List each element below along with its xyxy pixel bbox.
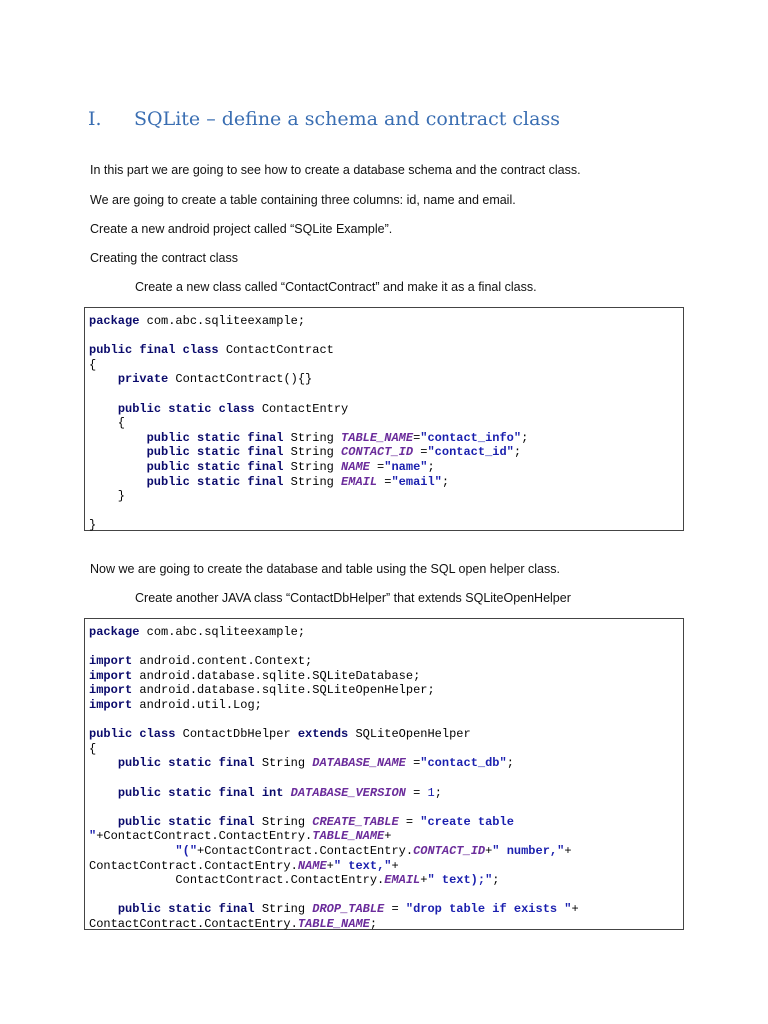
code-token: ; [521,430,529,445]
code-token: String [254,902,313,917]
contract-code-line [89,329,679,344]
code-token: public static final [146,430,284,445]
code-token: public static final [146,474,284,489]
contract-code-line [89,445,679,460]
code-token: = [413,445,428,460]
code-token: android.util.Log; [132,697,262,712]
db-helper-code-line [89,654,679,669]
code-token: = [398,814,421,829]
code-token: CONTACT_ID [413,843,486,858]
code-token [283,786,290,800]
code-token: " text," [333,858,392,873]
code-token [89,372,118,386]
code-token [89,786,118,800]
code-token: String [254,814,313,829]
db-helper-instruction: Create another JAVA class “ContactDbHelper” that extends SQLiteOpenHelper [135,591,571,605]
code-token [89,402,118,416]
code-token: ContactContract.ContactEntry. [89,858,298,873]
code-token: TABLE_NAME [341,430,414,445]
code-token: String [283,474,342,489]
code-token: com.abc.sqliteexample; [139,314,306,328]
code-token: + [391,858,399,873]
db-helper-code-line [89,771,679,786]
code-token: String [254,756,313,771]
code-token: { [89,357,97,372]
code-token: "contact_db" [420,756,507,771]
code-token: public static final int [117,785,284,800]
code-token [89,460,147,474]
code-token: public static final [117,902,255,917]
code-token [89,756,118,770]
code-token: EMAIL [341,474,378,489]
contract-class-subheading: Creating the contract class [90,251,238,265]
code-token: +ContactContract.ContactEntry. [96,829,313,844]
contract-class-instruction: Create a new class called “ContactContract” and make it as a final class. [135,280,537,294]
code-token: "contact_info" [420,430,522,445]
code-token: android.database.sqlite.SQLiteDatabase; [132,668,421,683]
code-token: public static final [146,459,284,474]
contract-code-line [89,431,679,446]
db-helper-code-line [89,713,679,728]
db-helper-code-line [89,888,679,903]
db-helper-code [85,619,683,931]
code-token: NAME [297,858,327,873]
code-token [89,815,118,829]
code-token: "(" [175,843,198,858]
code-token: " text);" [427,873,493,888]
db-helper-code-line [89,669,679,684]
contract-code-line [89,504,679,519]
code-token: " [89,829,97,844]
contract-code-line [89,387,679,402]
code-token: EMAIL [384,873,421,888]
code-token: TABLE_NAME [297,916,370,931]
code-token: = [369,459,385,474]
code-token: extends [297,727,349,742]
contract-code-line [89,489,679,504]
code-token: public static final [117,814,255,829]
code-token: "drop table if exists " [405,902,572,917]
code-token: NAME [341,459,370,474]
db-helper-code-line [89,727,679,742]
contract-code-line [89,475,679,490]
db-helper-code-line [89,873,679,888]
code-token: } [89,489,126,504]
code-token: } [89,518,97,533]
code-token: + [564,843,572,858]
code-token: import [89,683,133,698]
section-title: SQLite – define a schema and contract class [134,108,560,130]
code-token: "create table [420,814,514,829]
code-token: import [89,668,133,683]
code-token: { [89,416,126,431]
db-helper-code-line [89,698,679,713]
contract-code-line [89,402,679,417]
code-token: public static class [117,401,255,416]
code-token: +ContactContract.ContactEntry. [197,843,414,858]
code-token: ; [513,445,522,460]
code-token: ContactContract [218,343,334,358]
code-token: + [384,829,392,844]
intro-paragraph: In this part we are going to see how to create a database schema and the contract class. [90,163,581,177]
code-token [89,475,147,489]
code-token: TABLE_NAME [312,829,385,844]
code-token: android.content.Context; [132,654,313,669]
db-helper-code-line [89,786,679,801]
db-helper-code-block [84,618,684,930]
code-token: "name" [384,459,428,474]
code-token: package [89,314,140,328]
code-token: { [89,741,97,756]
contract-code-line [89,460,679,475]
code-token: package [89,625,140,639]
columns-paragraph: We are going to create a table containing three columns: id, name and email. [90,193,516,207]
db-helper-paragraph: Now we are going to create the database and table using the SQL open helper class. [90,562,560,576]
code-token: SQLiteOpenHelper [348,727,471,742]
code-token [89,902,118,916]
contract-code-line [89,343,679,358]
db-helper-code-line [89,625,679,640]
code-token: ; [369,916,378,931]
contract-code-block [84,307,684,531]
code-token: = [405,785,428,800]
code-token: DATABASE_NAME [312,756,406,771]
db-helper-code-line [89,829,679,844]
code-token: import [89,654,133,669]
db-helper-code-line [89,859,679,874]
code-token: ; [427,459,435,474]
code-token: import [89,697,133,712]
code-token: ContactContract(){} [168,372,313,387]
code-token: DATABASE_VERSION [290,785,406,800]
code-token: String [283,445,342,460]
code-token: private [117,372,169,387]
contract-code-line [89,358,679,373]
code-token: String [283,430,342,445]
section-heading [88,108,560,130]
code-token: " number," [492,843,565,858]
contract-code-line [89,518,679,533]
code-token: ContactEntry [254,401,349,416]
code-token: + [326,858,334,873]
code-token: ; [441,474,450,489]
code-token: = [377,474,392,489]
db-helper-code-line [89,917,679,932]
code-token: String [283,459,342,474]
code-token: android.database.sqlite.SQLiteOpenHelper; [132,683,435,698]
db-helper-code-line [89,815,679,830]
code-token [89,844,175,858]
code-token: ContactContract.ContactEntry. [89,873,385,888]
contract-code-line [89,416,679,431]
code-token: = [405,756,421,771]
code-token: DROP_TABLE [312,902,385,917]
code-token: + [571,902,579,917]
db-helper-code-line [89,902,679,917]
code-token: ; [434,785,442,800]
code-token: ; [506,756,514,771]
code-token: public final class [89,343,219,358]
code-token: + [420,873,428,888]
code-token: = [413,430,421,445]
code-token: com.abc.sqliteexample; [139,625,306,639]
section-number: I. [88,108,102,130]
db-helper-code-line [89,756,679,771]
code-token: "email" [391,474,442,489]
code-token [89,445,147,459]
new-project-paragraph: Create a new android project called “SQLite Example”. [90,222,393,236]
db-helper-code-line [89,800,679,815]
db-helper-code-line [89,844,679,859]
code-token: public static final [117,756,255,771]
code-token: public static final [146,445,284,460]
code-token: CONTACT_ID [341,445,414,460]
code-token: ContactDbHelper [175,727,298,742]
code-token: "contact_id" [427,445,514,460]
db-helper-code-line [89,742,679,757]
db-helper-code-line [89,640,679,655]
code-token: CREATE_TABLE [312,814,399,829]
code-token: = [384,902,406,917]
contract-code-line [89,314,679,329]
contract-code-line [89,372,679,387]
code-token: ContactContract.ContactEntry. [89,916,298,931]
code-token [89,431,147,445]
code-token: ; [492,873,500,888]
db-helper-code-line [89,683,679,698]
code-token: public class [89,727,176,742]
code-token: 1 [427,785,435,800]
code-token: + [485,843,493,858]
contract-code [85,308,683,533]
